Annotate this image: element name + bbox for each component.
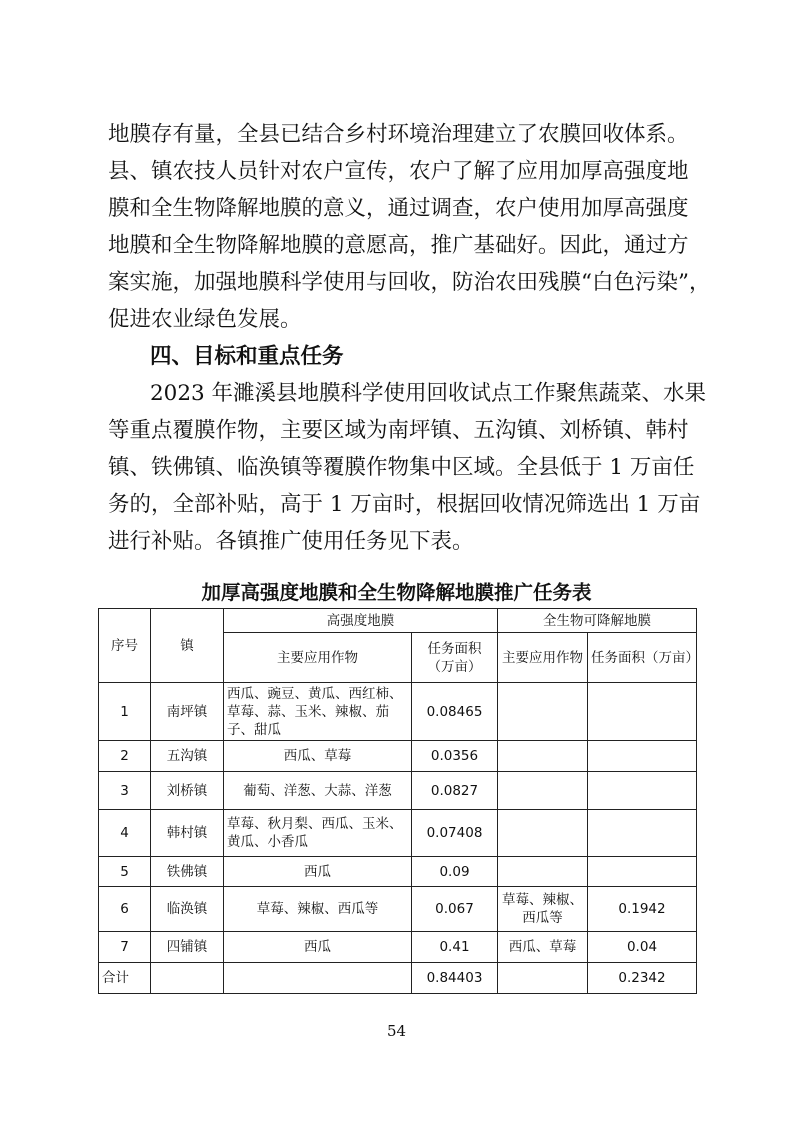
cell-area: 0.04: [588, 932, 697, 963]
cell-crops: 西瓜、草莓: [224, 741, 412, 772]
cell-crops: 葡萄、洋葱、大蒜、洋葱: [224, 772, 412, 810]
section-heading: 四、目标和重点任务: [150, 344, 344, 369]
cell-crops: 草莓、秋月梨、西瓜、玉米、黄瓜、小香瓜: [224, 810, 412, 857]
paragraph-line: 地膜和全生物降解地膜的意愿高，推广基础好。因此，通过方: [108, 233, 689, 258]
cell-seq: 3: [99, 772, 151, 810]
cell-area: 0.067: [412, 887, 498, 932]
table-row: [99, 857, 697, 887]
cell-seq: 6: [99, 887, 151, 932]
paragraph-line: 促进农业绿色发展。: [108, 307, 302, 332]
cell-town: [151, 963, 224, 994]
cell-area: [588, 772, 697, 810]
table-row: [99, 932, 697, 963]
cell-area: [588, 857, 697, 887]
header-seq: 序号: [99, 609, 151, 683]
cell-area: 0.08465: [412, 683, 498, 741]
cell-area: 0.09: [412, 857, 498, 887]
cell-seq: 5: [99, 857, 151, 887]
body-line: 等重点覆膜作物，主要区域为南坪镇、五沟镇、刘桥镇、韩村: [108, 418, 689, 443]
table-row: [99, 772, 697, 810]
header-crops: 主要应用作物: [224, 633, 412, 683]
header-town: 镇: [151, 609, 224, 683]
cell-area: 0.0827: [412, 772, 498, 810]
cell-crops: 西瓜: [224, 932, 412, 963]
table-row: [99, 683, 697, 741]
cell-seq: 7: [99, 932, 151, 963]
cell-area: 0.0356: [412, 741, 498, 772]
cell-seq: 2: [99, 741, 151, 772]
cell-town: 临涣镇: [151, 887, 224, 932]
cell-area: 0.41: [412, 932, 498, 963]
table-caption: 加厚高强度地膜和全生物降解地膜推广任务表: [201, 581, 592, 604]
cell-town: 四铺镇: [151, 932, 224, 963]
cell-town: 五沟镇: [151, 741, 224, 772]
cell-town: 刘桥镇: [151, 772, 224, 810]
table-row: [99, 887, 697, 932]
table-row: [99, 810, 697, 857]
header-area: 任务面积（万亩）: [412, 633, 498, 683]
cell-crops: 草莓、辣椒、西瓜等: [224, 887, 412, 932]
cell-town: 南坪镇: [151, 683, 224, 741]
cell-crops: 西瓜: [224, 857, 412, 887]
table-total-row: [99, 963, 697, 994]
paragraph-line: 县、镇农技人员针对农户宣传，农户了解了应用加厚高强度地: [108, 159, 689, 184]
cell-crops: [224, 963, 412, 994]
table-header-row: [99, 609, 697, 633]
table-row: [99, 741, 697, 772]
cell-crops: 草莓、辣椒、西瓜等: [498, 887, 588, 932]
cell-town: 韩村镇: [151, 810, 224, 857]
cell-area: 0.1942: [588, 887, 697, 932]
cell-crops: [498, 963, 588, 994]
cell-crops: [498, 741, 588, 772]
header-area: 任务面积（万亩）: [588, 633, 697, 683]
cell-seq: 1: [99, 683, 151, 741]
header-group-strong-film: 高强度地膜: [224, 609, 498, 633]
cell-area: 0.2342: [588, 963, 697, 994]
cell-area: 0.07408: [412, 810, 498, 857]
body-line: 务的，全部补贴，高于 1 万亩时，根据回收情况筛选出 1 万亩: [108, 492, 701, 517]
cell-area: 0.84403: [412, 963, 498, 994]
cell-crops: [498, 772, 588, 810]
cell-area: [588, 810, 697, 857]
cell-crops: [498, 810, 588, 857]
body-line: 镇、铁佛镇、临涣镇等覆膜作物集中区域。全县低于 1 万亩任: [108, 455, 695, 480]
cell-crops: 西瓜、豌豆、黄瓜、西红柿、草莓、蒜、玉米、辣椒、茄子、甜瓜: [224, 683, 412, 741]
body-line: 进行补贴。各镇推广使用任务见下表。: [108, 529, 474, 554]
cell-town: 铁佛镇: [151, 857, 224, 887]
paragraph-line: 地膜存有量，全县已结合乡村环境治理建立了农膜回收体系。: [108, 122, 689, 147]
paragraph-line: 膜和全生物降解地膜的意义，通过调查，农户使用加厚高强度: [108, 196, 689, 221]
paragraph-line: 案实施，加强地膜科学使用与回收，防治农田残膜“白色污染”，: [108, 270, 711, 295]
cell-crops: [498, 857, 588, 887]
header-crops: 主要应用作物: [498, 633, 588, 683]
header-group-degradable-film: 全生物可降解地膜: [498, 609, 697, 633]
body-line: 2023 年濉溪县地膜科学使用回收试点工作聚焦蔬菜、水果: [150, 381, 707, 406]
cell-area: [588, 683, 697, 741]
cell-area: [588, 741, 697, 772]
cell-crops: [498, 683, 588, 741]
task-table: [98, 608, 697, 994]
cell-total-label: 合计: [99, 963, 151, 994]
cell-seq: 4: [99, 810, 151, 857]
page-number: 54: [386, 1022, 407, 1040]
cell-crops: 西瓜、草莓: [498, 932, 588, 963]
